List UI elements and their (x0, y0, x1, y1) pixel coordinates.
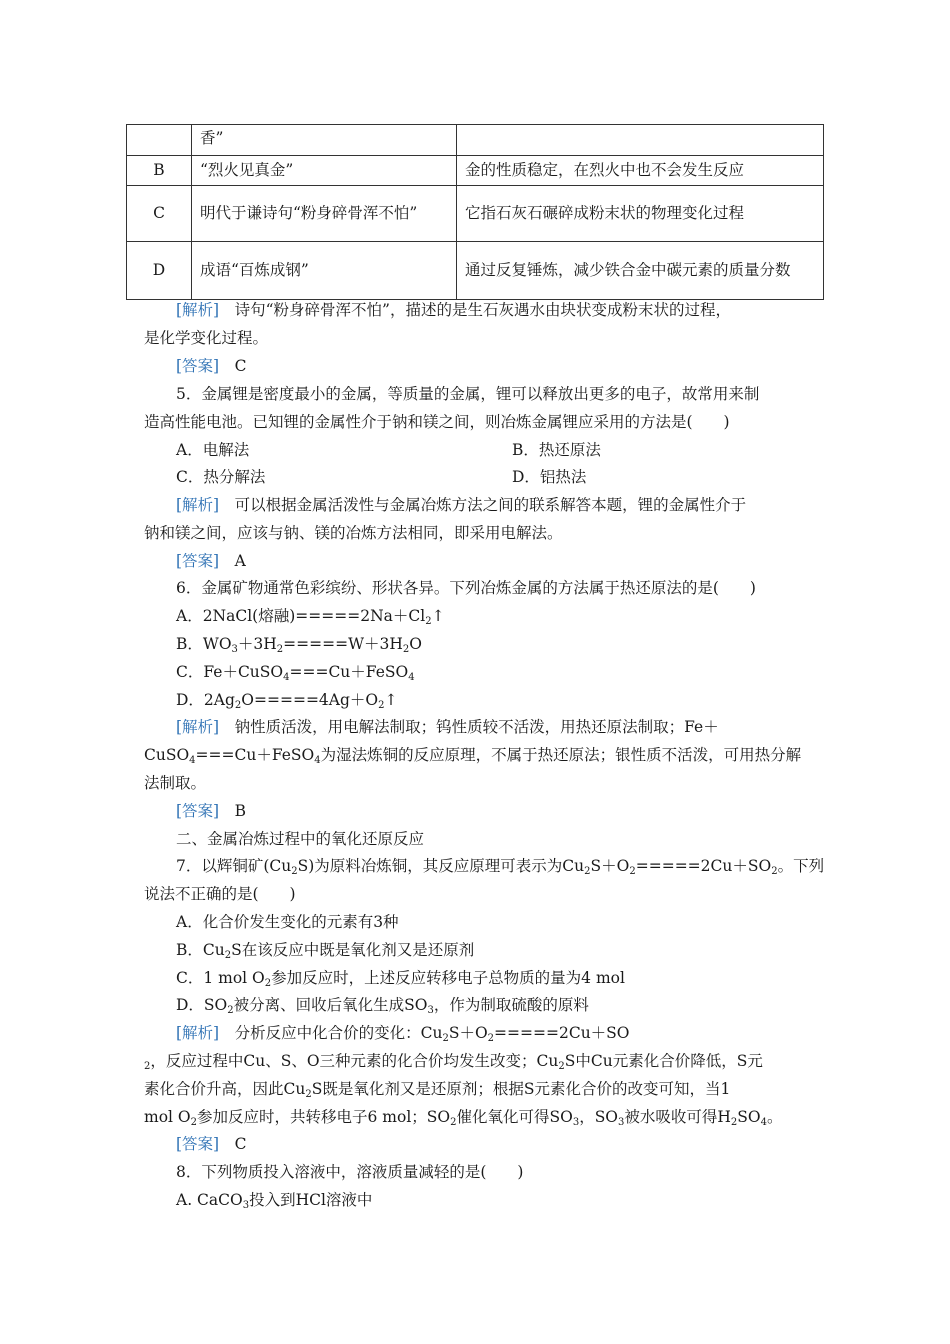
row-desc: 它指石灰石碾碎成粉末状的物理变化过程 (457, 186, 824, 242)
row-item: 香” (192, 125, 457, 156)
analysis-tag: [解析] (176, 1024, 220, 1042)
analysis-tag: [解析] (176, 718, 220, 736)
q6-option-c: C．Fe＋CuSO$_4$===Cu＋FeSO$_4$ (176, 663, 415, 683)
q7-analysis-line-1: [解析] 分析反应中化合价的变化：$Cu_2S+O_2=====2Cu+SO$ (176, 1024, 630, 1044)
table-row (127, 156, 824, 186)
q5-option-d: D．铝热法 (512, 468, 587, 486)
q8-option-a: A. CaCO$_3$投入到HCl溶液中 (176, 1191, 373, 1211)
row-item: 明代于谦诗句“粉身碎骨浑不怕” (192, 186, 457, 242)
q5-option-b: B．热还原法 (512, 441, 601, 459)
answer-tag: [答案] (176, 357, 220, 375)
q7-analysis-line-2: $_2$，反应过程中Cu、S、O三种元素的化合价均发生改变；$Cu_2S$中Cu元素化合价降低，S元 (144, 1052, 763, 1072)
q5-stem-line-1: 5．金属锂是密度最小的金属，等质量的金属，锂可以释放出更多的电子，故常用来制 (176, 385, 760, 403)
answer-tag: [答案] (176, 552, 220, 570)
row-item: “烈火见真金” (192, 156, 457, 186)
row-desc: 通过反复锤炼，减少铁合金中碳元素的质量分数 (457, 242, 824, 300)
row-label: C (127, 186, 192, 242)
q6-answer: [答案] B (176, 802, 247, 820)
analysis-tag: [解析] (176, 301, 220, 319)
row-label: B (127, 156, 192, 186)
q5-analysis-line-2: 钠和镁之间，应该与钠、镁的冶炼方法相同，即采用电解法。 (144, 524, 563, 542)
q4-analysis-line-2: 是化学变化过程。 (144, 329, 269, 347)
q6-analysis-line-1: [解析] 钠性质活泼，用电解法制取；钨性质较不活泼，用热还原法制取；Fe＋ (176, 718, 719, 736)
table-row (127, 186, 824, 242)
q5-analysis-line-1: [解析] 可以根据金属活泼性与金属冶炼方法之间的联系解答本题，锂的金属性介于 (176, 496, 747, 514)
row-label (127, 125, 192, 156)
q6-option-a: A．2NaCl(熔融)$=====2Na+Cl_2↑$ (176, 607, 445, 627)
q7-option-c: C．1 mol $O_2$参加反应时，上述反应转移电子总物质的量为4 mol (176, 969, 625, 989)
section-heading: 二、金属冶炼过程中的氧化还原反应 (176, 830, 425, 848)
q7-analysis-line-3: 素化合价升高，因此$Cu_2S$既是氧化剂又是还原剂；根据S元素化合价的改变可知，当1 (144, 1080, 731, 1100)
q4-answer: [答案] C (176, 357, 247, 375)
q6-analysis-line-3: 法制取。 (144, 774, 207, 792)
q6-option-b: B．$WO_3+3H_2=====W+3H_2O$ (176, 635, 423, 655)
row-desc: 金的性质稳定，在烈火中也不会发生反应 (457, 156, 824, 186)
q8-stem: 8．下列物质投入溶液中，溶液质量减轻的是( ) (176, 1163, 524, 1181)
q6-stem: 6．金属矿物通常色彩缤纷、形状各异。下列冶炼金属的方法属于热还原法的是( ) (176, 579, 756, 597)
q7-stem-line-2: 说法不正确的是( ) (144, 885, 296, 903)
q7-option-d: D．$SO_2$被分离、回收后氧化生成$SO_3$，作为制取硫酸的原料 (176, 996, 589, 1016)
row-desc (457, 125, 824, 156)
q5-answer: [答案] A (176, 552, 246, 570)
options-table (126, 124, 824, 300)
q5-stem-line-2: 造高性能电池。已知锂的金属性介于钠和镁之间，则冶炼金属锂应采用的方法是( ) (144, 413, 730, 431)
q4-analysis-line-1: [解析] 诗句“粉身碎骨浑不怕”，描述的是生石灰遇水由块状变成粉末状的过程， (176, 301, 731, 319)
q7-option-a: A．化合价发生变化的元素有3种 (176, 913, 399, 931)
q7-analysis-line-4: mol $O_2$参加反应时，共转移电子6 mol；$SO_2$催化氧化可得$SO_3$，$SO_3$被水吸收可得$H_2SO_4$。 (144, 1108, 783, 1128)
row-item: 成语“百炼成钢” (192, 242, 457, 300)
q7-answer: [答案] C (176, 1135, 247, 1153)
table-row (127, 242, 824, 300)
q5-option-c: C．热分解法 (176, 468, 266, 486)
answer-tag: [答案] (176, 1135, 220, 1153)
q5-option-a: A．电解法 (176, 441, 250, 459)
table-row (127, 125, 824, 156)
q6-analysis-line-2: CuSO$_4$===Cu＋FeSO$_4$为湿法炼铜的反应原理，不属于热还原法；银性质不活泼，可用热分解 (144, 746, 802, 766)
row-label: D (127, 242, 192, 300)
q6-option-d: D．$2Ag_2O=====4Ag+O_2↑$ (176, 691, 398, 711)
q7-option-b: B．$Cu_2S$在该反应中既是氧化剂又是还原剂 (176, 941, 475, 961)
q7-stem-line-1: 7．以辉铜矿$(Cu_2S)$为原料冶炼铜，其反应原理可表示为$Cu_2S+O_2=====2Cu+SO_2$。下列 (176, 857, 825, 877)
analysis-tag: [解析] (176, 496, 220, 514)
answer-tag: [答案] (176, 802, 220, 820)
